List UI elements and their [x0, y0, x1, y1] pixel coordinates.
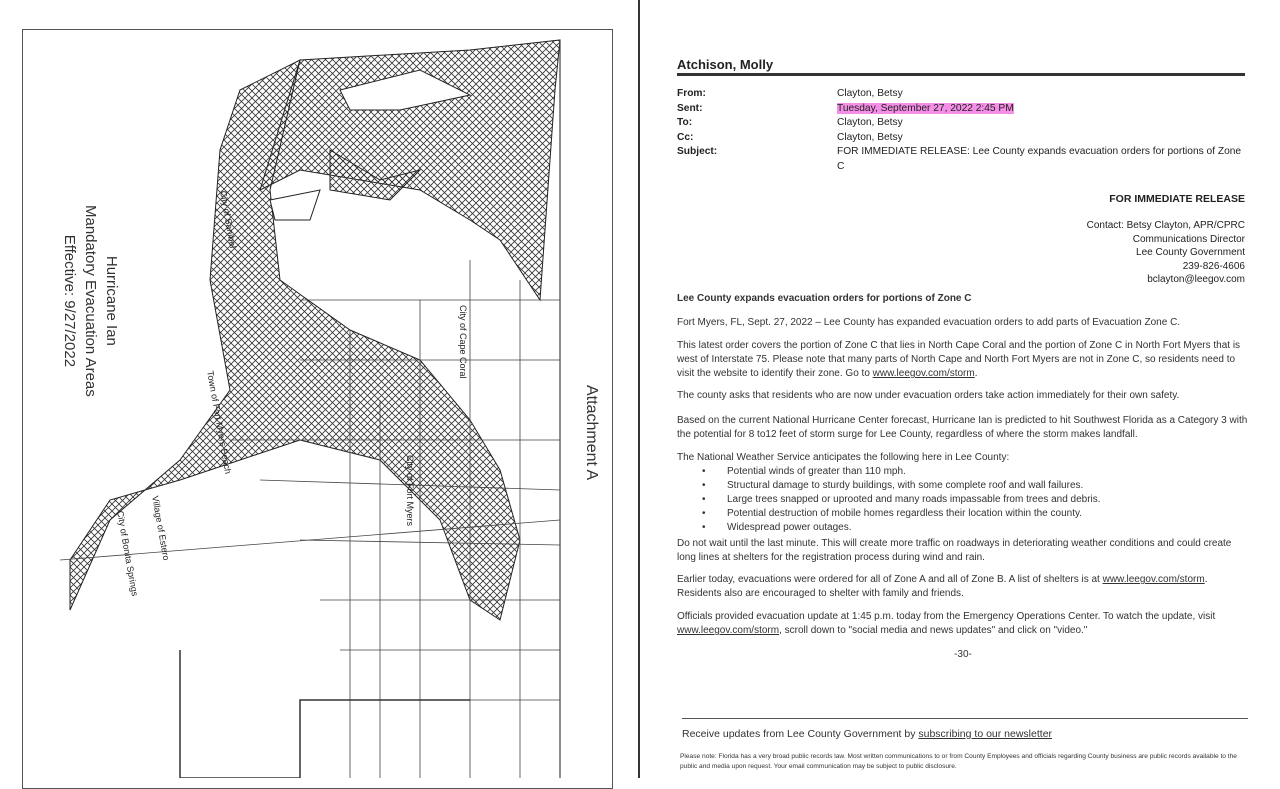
paragraph: Based on the current National Hurricane Center forecast, Hurricane Ian is predicted to hit Southwest Florida as a Category 3 with the potential for 8 to12 feet of storm surge for Lee County, regardless of where the storm makes landfall. — [677, 415, 1248, 440]
map-title — [59, 205, 122, 397]
field-label: Sent: — [677, 102, 703, 114]
paragraph — [677, 610, 1249, 638]
headline: Lee County expands evacuation orders for portions of Zone C — [677, 293, 972, 304]
newsletter-link[interactable]: subscribing to our newsletter — [918, 728, 1053, 740]
map-label-estero: Village of Estero — [150, 495, 172, 562]
contact-line: Contact: Betsy Clayton, APR/CPRC — [1086, 220, 1245, 231]
attachment-label: Attachment A — [583, 385, 600, 481]
storm-link[interactable]: www.leegov.com/storm — [872, 368, 975, 379]
field-subject — [677, 145, 1247, 174]
email-header-fields — [677, 87, 1247, 175]
paragraph-text: , scroll down to "social media and news updates" and click on "video." — [779, 625, 1088, 636]
release-heading: FOR IMMEDIATE RELEASE — [1109, 193, 1245, 205]
video-link[interactable]: www.leegov.com/storm — [677, 625, 780, 636]
list-item: • Structural damage to sturdy buildings, with some complete roof and wall failures. — [717, 479, 1249, 493]
mailbox-owner: Atchison, Molly — [677, 57, 1245, 76]
contact-block — [1087, 219, 1245, 287]
end-mark: -30- — [954, 649, 972, 660]
paragraph-text: This latest order covers the portion of Zone C that lies in North Cape Coral and the portion of Zone C in North Fort Myers that is west of Interstate 75. Please note that many parts of North Cape and North Fort Myers are not in Zone C, so residents need to visit the website to identify their zone. Go to — [677, 340, 1241, 379]
map-label-bonita-springs: City of Bonita Springs — [115, 510, 141, 597]
map-effective-date: Effective: 9/27/2022 — [61, 234, 78, 368]
field-value: Clayton, Betsy — [837, 88, 903, 99]
bullet-list — [717, 465, 1249, 535]
paragraph: Do not wait until the last minute. This will create more traffic on roadways in deteriorating weather conditions and could create long lines at shelters for the registration process during wind and rain. — [677, 538, 1232, 563]
map-label-cape-coral: City of Cape Coral — [458, 305, 468, 379]
map-title-line: Hurricane Ian — [103, 255, 120, 346]
list-item: • Widespread power outages. — [717, 521, 1249, 535]
newsletter-line — [682, 727, 1254, 741]
field-value: FOR IMMEDIATE RELEASE: Lee County expands evacuation orders for portions of Zone C — [837, 146, 1242, 172]
contact-phone: 239-826-4606 — [1182, 260, 1245, 272]
highlighted-sent-date: Tuesday, September 27, 2022 2:45 PM — [837, 102, 1014, 114]
paragraph-text: Residents also are encouraged to shelter with family and friends. — [677, 588, 964, 599]
contact-email: bclayton@leegov.com — [1147, 274, 1245, 285]
field-value: Clayton, Betsy — [837, 117, 903, 129]
paragraph: The county asks that residents who are now under evacuation orders take action immediately for their own safety. — [677, 390, 1180, 401]
evacuation-zones — [70, 40, 560, 620]
contact-line: Communications Director — [1132, 233, 1245, 245]
map-label-fort-myers-beach: Town of Fort Myers Beach — [205, 370, 234, 475]
field-label: Subject: — [677, 146, 718, 158]
field-to — [677, 116, 1247, 131]
map-title-line: Mandatory Evacuation Areas — [82, 205, 99, 397]
list-item: • Large trees snapped or uprooted and many roads impassable from trees and debris. — [717, 493, 1249, 507]
newsletter-text: Receive updates from Lee County Government by — [682, 728, 919, 740]
paragraph-text: The National Weather Service anticipates the following here in Lee County: — [677, 452, 1010, 463]
paragraph-text: Officials provided evacuation update at 1:45 p.m. today from the Emergency Operations Center. To watch the update, visit — [677, 611, 1216, 622]
contact-line: Lee County Government — [1136, 247, 1245, 258]
field-sent — [677, 102, 1247, 117]
field-from — [677, 87, 1247, 102]
list-item: • Potential destruction of mobile homes regardless their location within the county. — [717, 507, 1249, 521]
field-label: To: — [677, 117, 693, 129]
list-item: • Potential winds of greater than 110 mph. — [717, 465, 1249, 479]
disclaimer: Please note: Florida has a very broad public records law. Most written communications to or from County Employees and officials regarding County business are public records available to the public and media upon request. Your email communication may be subject to public disclosure. — [680, 753, 1237, 770]
field-cc — [677, 131, 1247, 146]
map-label-sanibel: City of Sanibel — [218, 190, 239, 249]
paragraph — [677, 451, 1249, 535]
paragraph: This latest order covers the portion of Zone C that lies in North Cape Coral and the portion of Zone C in North Fort Myers that is west of Interstate 75. Please note that many parts of North Cape and North Fort Myers are not in Zone C, so residents need to visit the website to identify their zone. Go to www.leegov.com/storm. — [677, 340, 1241, 379]
footer-divider — [682, 718, 1248, 719]
paragraph-text: Earlier today, evacuations were ordered for all of Zone A and all of Zone B. A list of shelters is at — [677, 574, 1103, 585]
shelters-link[interactable]: www.leegov.com/storm — [1102, 574, 1205, 585]
field-label: Cc: — [677, 131, 694, 143]
paragraph: Fort Myers, FL, Sept. 27, 2022 – Lee County has expanded evacuation orders to add parts of Evacuation Zone C. — [677, 317, 1181, 328]
email-page — [640, 0, 1280, 778]
field-label: From: — [677, 88, 706, 99]
field-value: Clayton, Betsy — [837, 131, 903, 143]
map-page — [0, 0, 639, 778]
map-label-fort-myers: City of Fort Myers — [405, 455, 415, 527]
paragraph: Earlier today, evacuations were ordered for all of Zone A and all of Zone B. A list of shelters is at www.leegov.com/storm. Residents also are encouraged to shelter with family and friends. — [677, 574, 1208, 599]
